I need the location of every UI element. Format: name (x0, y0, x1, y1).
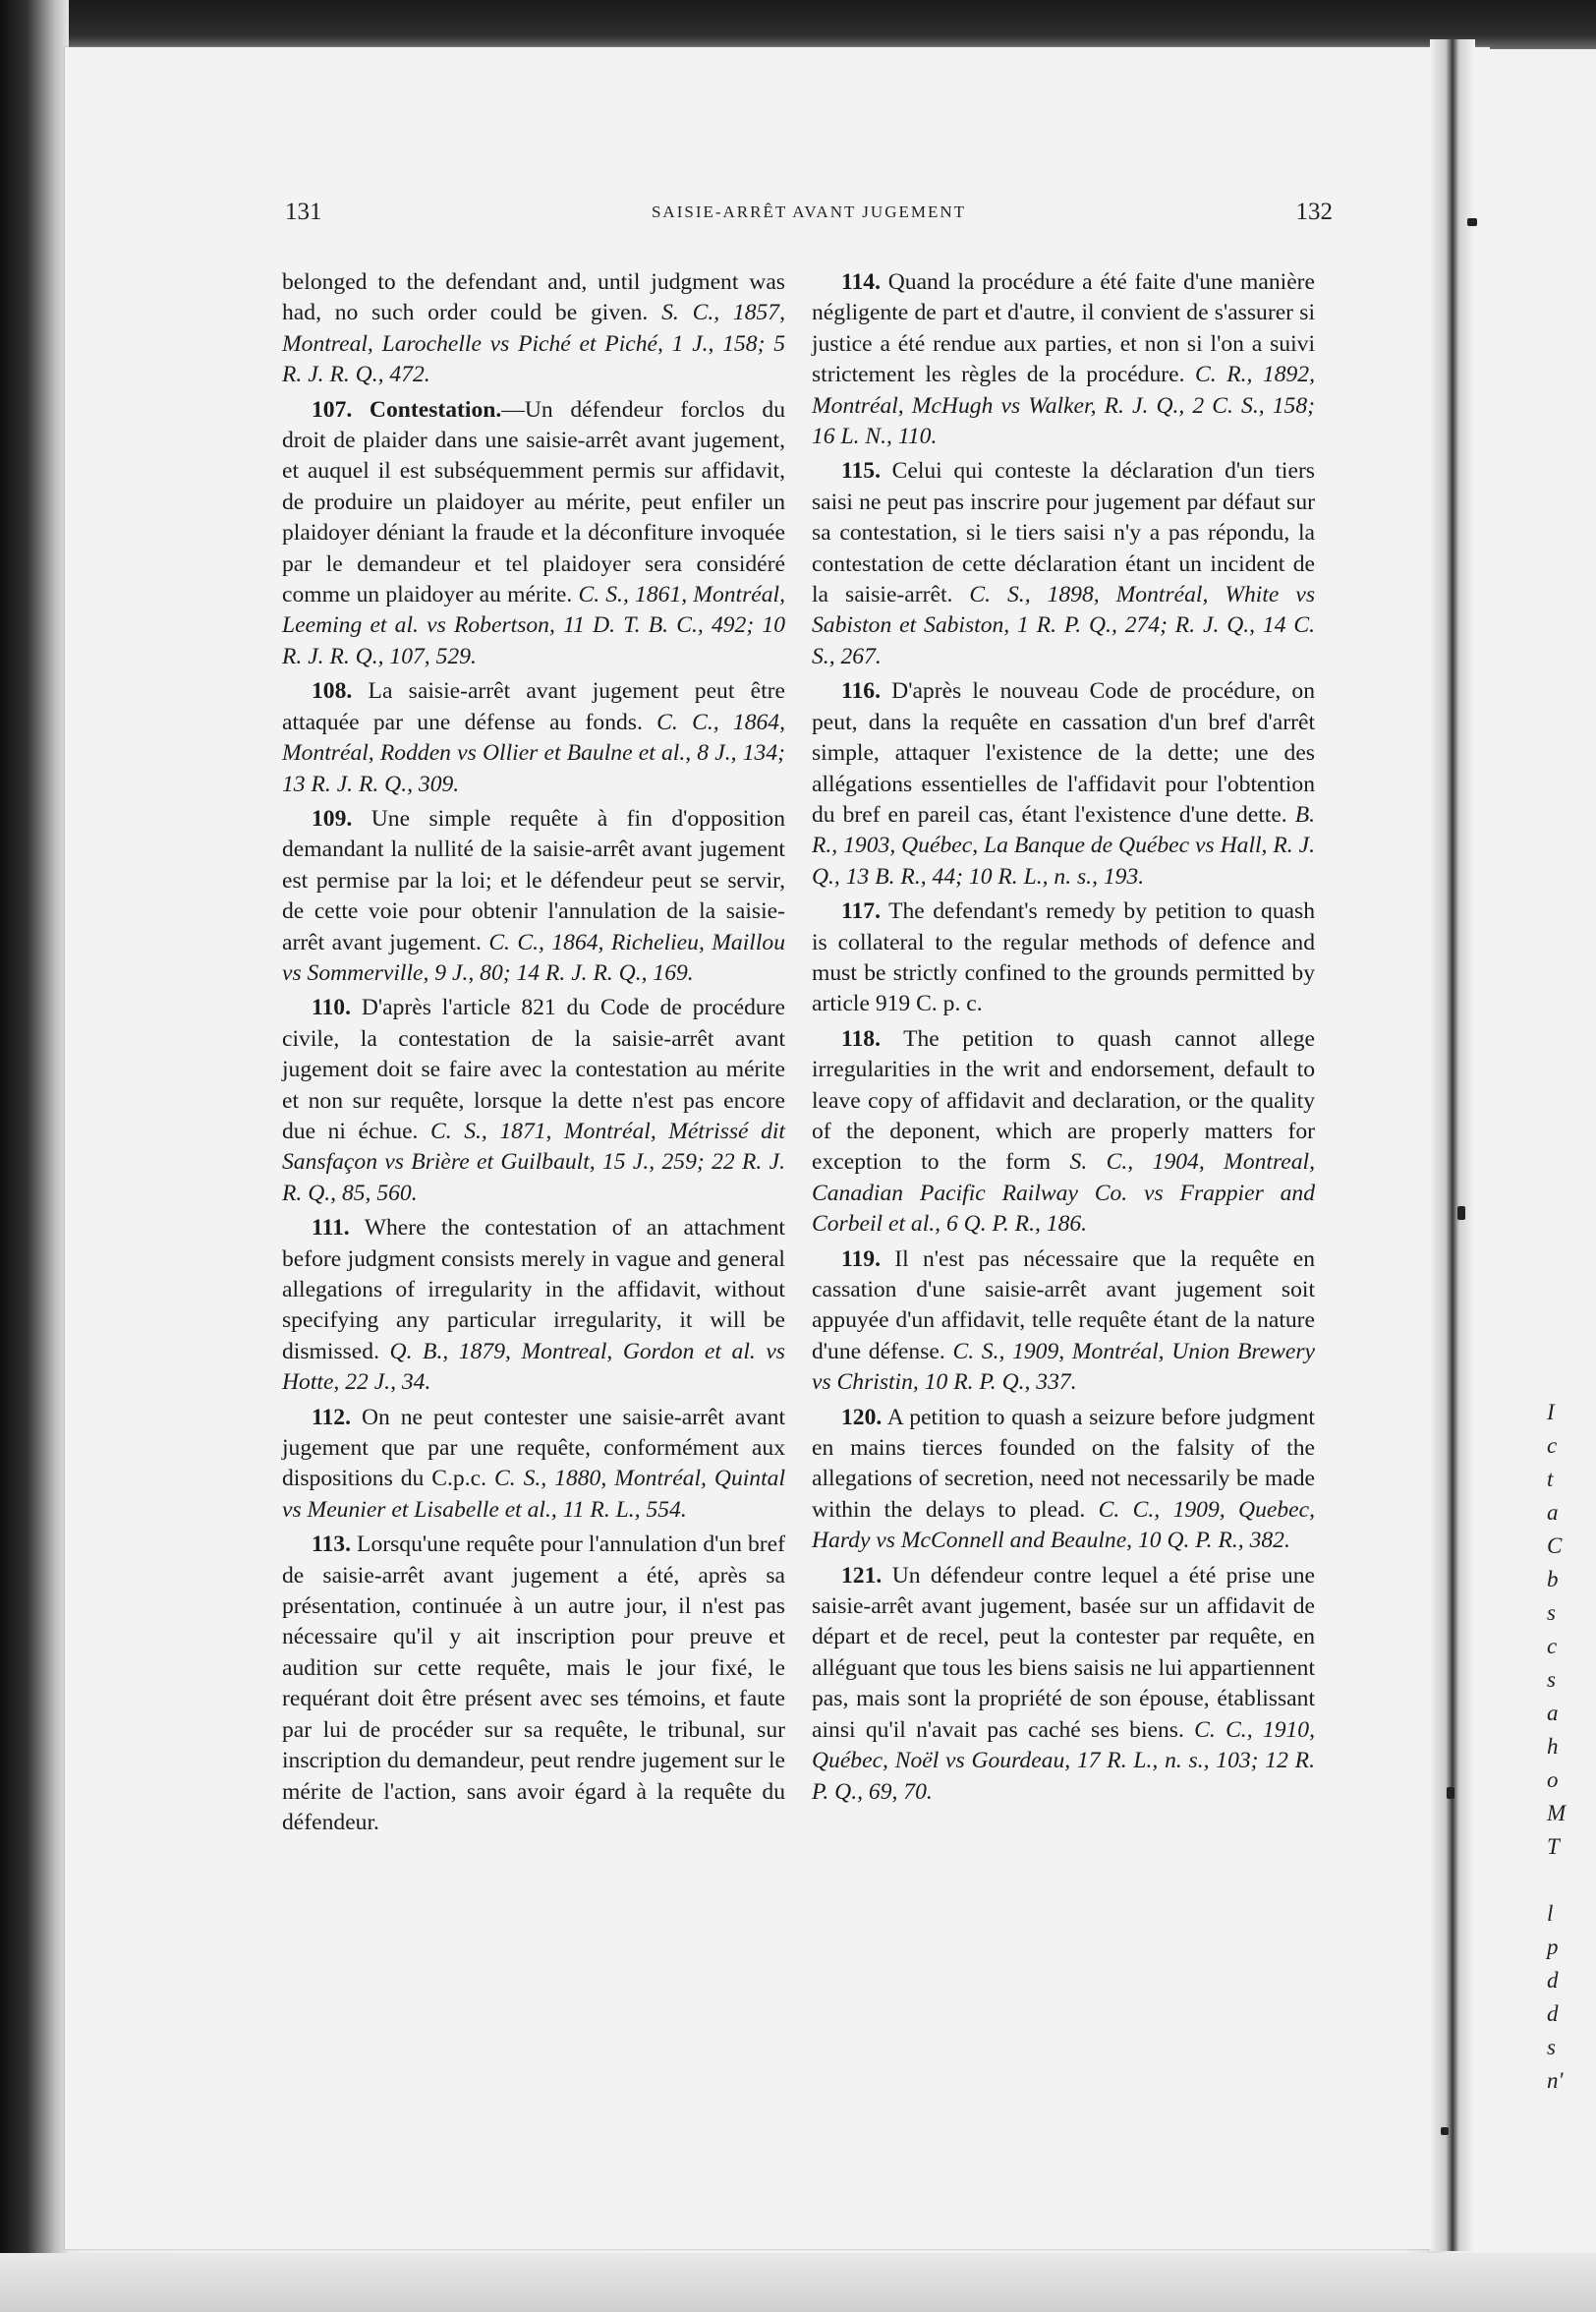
case-entry (282, 395, 785, 673)
entry-citation: C. S., 1898, Montréal, White vs Sabiston et Sabiston, 1 R. P. Q., 274; R. J. Q., 14 C. S., 267. (812, 582, 1316, 669)
entry-number: 113. (312, 1532, 351, 1558)
margin-fragment: M (1547, 1801, 1567, 1825)
entry-text: On ne peut contester une saisie-arrêt avant jugement que par une requête, conformément aux dispositions du C.p.c. (282, 1404, 786, 1492)
scan-mark (1441, 2127, 1449, 2135)
case-entry (812, 676, 1315, 893)
case-entry (812, 1244, 1315, 1399)
entry-number: 109. (312, 805, 353, 832)
margin-fragment: l (1547, 1901, 1554, 1926)
margin-fragment: t (1547, 1467, 1554, 1491)
entry-citation: C. C., 1909, Quebec, Hardy vs McConnell and Beaulne, 10 Q. P. R., 382. (812, 1496, 1315, 1554)
entry-number: 117. (841, 898, 881, 925)
entry-citation: B. R., 1903, Québec, La Banque de Québec vs Hall, R. J. Q., 13 B. R., 44; 10 R. L., n. s., 193. (812, 801, 1315, 890)
left-column (282, 267, 785, 1842)
entry-citation: C. S., 1871, Montréal, Métrissé dit Sansfaçon vs Brière et Guilbault, 15 J., 259; 22 R. J. R. Q., 85, 560. (282, 1118, 785, 1206)
entry-text: —Un défendeur forclos du droit de plaider dans une saisie-arrêt avant jugement, et auquel il est subséquemment permis sur affidavit, de produire un plaidoyer au mérite, peut enfiler un plaidoyer déniant la fraude et la déconfiture invoquée par le demandeur et tel plaidoyer sera considéré comme un plaidoyer au mérite. (282, 396, 785, 608)
entry-number: 118. (841, 1025, 881, 1052)
entry-number: 112. (312, 1404, 351, 1430)
scan-mark (1467, 218, 1477, 226)
case-entry (812, 1024, 1315, 1241)
entry-number: 121. (841, 1562, 883, 1589)
entry-text: Un défendeur contre lequel a été prise une saisie-arrêt avant jugement, basée sur un affidavit de départ et de recel, peut la contester par requête, en alléguant que tous les biens saisis ne lui appartiennent pas, mais sont la propriété de son épouse, établissant ainsi qu'il n'avait pas caché ses biens. (812, 1562, 1315, 1743)
entry-text: Where the contestation of an attachment before judgment consists merely in vague and general allegations of irregularity in the affidavit, without specifying any particular irregularity, it will be dismissed. (282, 1215, 785, 1364)
margin-fragment: a (1547, 1701, 1559, 1725)
entry-citation: C. S., 1861, Montréal, Leeming et al. vs Robertson, 11 D. T. B. C., 492; 10 R. J. R. Q., 107, 529. (282, 582, 785, 669)
scan-mark (1447, 1787, 1454, 1799)
scan-mark (1457, 1206, 1465, 1220)
page-number-left: 131 (285, 199, 322, 225)
margin-fragment: d (1547, 2001, 1559, 2026)
case-entry (812, 456, 1315, 672)
entry-heading: Contestation. (369, 396, 502, 423)
entry-citation: C. C., 1910, Québec, Noël vs Gourdeau, 17 R. L., n. s., 103; 12 R. P. Q., 69, 70. (812, 1716, 1315, 1805)
entry-number: 119. (841, 1245, 881, 1272)
case-entry (812, 896, 1315, 1020)
book-gutter (1430, 39, 1475, 2251)
entry-text: Celui qui conteste la déclaration d'un tiers saisi ne peut pas inscrire pour jugement par défaut sur sa contestation, si le tiers saisi n'y a pas répondu, la contestation de cette déclaration étant un incident de la saisie-arrêt. (812, 458, 1315, 608)
margin-fragment: n' (1547, 2068, 1564, 2093)
margin-fragment: c (1547, 1634, 1558, 1658)
entry-number: 111. (312, 1215, 350, 1242)
margin-fragment: o (1547, 1767, 1559, 1792)
entry-citation: C. C., 1864, Richelieu, Maillou vs Sommerville, 9 J., 80; 14 R. J. R. Q., 169. (282, 929, 785, 986)
adjacent-page-fragments (1547, 1396, 1586, 2098)
margin-fragment: a (1547, 1500, 1559, 1525)
entry-text: Il n'est pas nécessaire que la requête en cassation d'une saisie-arrêt avant jugement soit appuyée d'un affidavit, telle requête étant de la nature d'une défense. (812, 1245, 1316, 1364)
entry-citation: S. C., 1857, Montreal, Larochelle vs Piché et Piché, 1 J., 158; 5 R. J. R. Q., 472. (282, 300, 785, 388)
margin-fragment: s (1547, 1600, 1556, 1625)
entry-text: Lorsqu'une requête pour l'annulation d'un bref de saisie-arrêt avant jugement a été, après sa présentation, continuée à un autre jour, il n'est pas nécessaire qu'il y ait inscription pour preuve et audition sur cette requête, mais le jour fixé, le requérant doit être présent avec ses témoins, et faute par lui de procéder sur sa requête, le tribunal, sur inscription du demandeur, peut rendre jugement sur le mérite de l'action, sans avoir égard à la requête du défendeur. (282, 1532, 785, 1835)
case-entry (282, 1213, 785, 1398)
entry-text: Une simple requête à fin d'opposition demandant la nullité de la saisie-arrêt avant jugement est permise par la loi; et le défendeur peut se servir, de cette voie pour obtenir l'annulation de la saisie-arrêt avant jugement. (282, 805, 785, 955)
entry-citation: C. S., 1909, Montréal, Union Brewery vs Christin, 10 R. P. Q., 337. (812, 1338, 1315, 1396)
entry-citation: C. S., 1880, Montréal, Quintal vs Meunier et Lisabelle et al., 11 R. L., 554. (282, 1466, 785, 1523)
entry-number: 116. (841, 678, 881, 705)
entry-citation: C. R., 1892, Montréal, McHugh vs Walker, R. J. Q., 2 C. S., 158; 16 L. N., 110. (812, 362, 1316, 450)
entry-number: 108. (312, 678, 353, 705)
margin-fragment: c (1547, 1433, 1558, 1458)
entry-text: D'après l'article 821 du Code de procédure civile, la contestation de la saisie-arrêt avant jugement doit se faire avec la contestation au mérite et non sur requête, lorsque la dette n'est pas encore due ni échue. (282, 995, 786, 1144)
entry-text: Quand la procédure a été faite d'une manière négligente de part et d'autre, il convient de s'assurer si justice a été rendue aux parties, et non si l'on a suivi strictement les règles de la procédure. (812, 269, 1315, 388)
entry-citation: C. C., 1864, Montréal, Rodden vs Ollier et Baulne et al., 8 J., 134; 13 R. J. R. Q., 309. (282, 709, 786, 797)
entry-number: 110. (312, 995, 351, 1021)
entry-number: 115. (841, 458, 881, 485)
case-entry (282, 676, 785, 800)
case-entry (282, 804, 785, 989)
page-header (285, 199, 1333, 238)
scan-left-edge (0, 0, 69, 2312)
margin-fragment: p (1547, 1935, 1559, 1959)
margin-fragment: I (1547, 1400, 1555, 1424)
case-entry (282, 993, 785, 1209)
case-entry (812, 1561, 1315, 1808)
page-number-right: 132 (1295, 199, 1333, 225)
margin-fragment: C (1547, 1533, 1563, 1558)
entry-text: A petition to quash a seizure before judgment en mains tierces founded on the falsity of the allegations of secretion, need not necessarily be made within the delays to plead. (812, 1404, 1315, 1523)
entry-number: 107. (312, 396, 353, 423)
entry-text: The defendant's remedy by petition to quash is collateral to the regular methods of defence and must be strictly confined to the grounds permitted by article 919 C. p. c. (812, 898, 1315, 1017)
entry-citation: Q. B., 1879, Montreal, Gordon et al. vs Hotte, 22 J., 34. (282, 1338, 785, 1396)
scan-bottom-edge (0, 2253, 1596, 2312)
margin-fragment (1547, 1864, 1586, 1897)
margin-fragment: h (1547, 1734, 1559, 1759)
entry-citation: S. C., 1904, Montreal, Canadian Pacific Railway Co. vs Frappier and Corbeil et al., 6 Q. P. R., 186. (812, 1149, 1315, 1238)
margin-fragment: s (1547, 2035, 1556, 2059)
right-column (812, 267, 1315, 1812)
entry-text: The petition to quash cannot allege irregularities in the writ and endorsement, default to leave copy of affidavit and declaration, or the quality of the deponent, which are properly matters for exception to the form (812, 1025, 1315, 1176)
case-entry (282, 1530, 785, 1838)
case-entry (812, 267, 1315, 452)
margin-fragment: b (1547, 1567, 1559, 1591)
case-entry (282, 267, 785, 391)
margin-fragment: d (1547, 1968, 1559, 1993)
case-entry (282, 1403, 785, 1527)
entry-text: D'après le nouveau Code de procédure, on peut, dans la requête en cassation d'un bref d'arrêt simple, attaquer l'existence de la dette; une des allégations essentielles de l'affidavit pour l'obtention du bref en pareil cas, étant l'existence d'une dette. (812, 678, 1315, 828)
running-title: SAISIE-ARRÊT AVANT JUGEMENT (651, 202, 967, 221)
entry-number: 120. (841, 1404, 883, 1430)
margin-fragment: T (1547, 1834, 1560, 1859)
entry-text: belonged to the defendant and, until judgment was had, no such order could be given. (282, 269, 785, 326)
entry-number: 114. (841, 269, 881, 295)
margin-fragment: s (1547, 1667, 1556, 1692)
case-entry (812, 1403, 1315, 1557)
entry-text: La saisie-arrêt avant jugement peut être attaquée par une défense au fonds. (282, 678, 785, 735)
